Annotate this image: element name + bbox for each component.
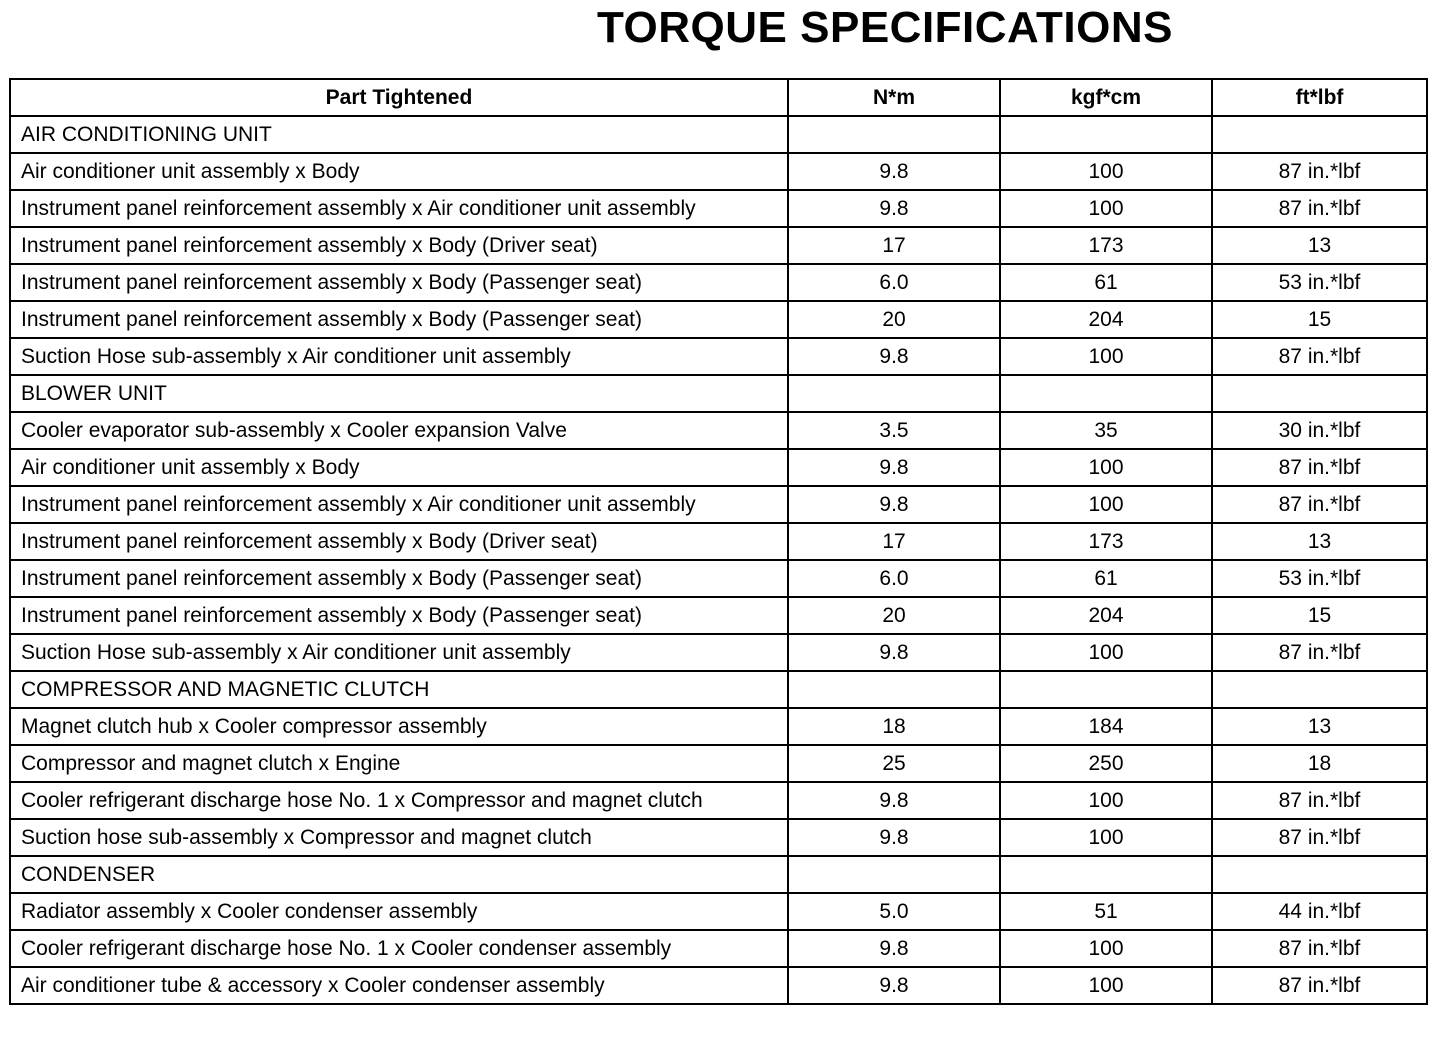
nm-value-cell: 18 [788, 708, 1000, 745]
part-tightened-cell: Air conditioner unit assembly x Body [10, 449, 788, 486]
ft-lbf-value-cell: 15 [1212, 597, 1427, 634]
ft-lbf-value-cell [1212, 116, 1427, 153]
ft-lbf-value-cell: 18 [1212, 745, 1427, 782]
kgf-cm-value-cell: 100 [1000, 634, 1212, 671]
ft-lbf-value-cell: 87 in.*lbf [1212, 486, 1427, 523]
kgf-cm-value-cell: 51 [1000, 893, 1212, 930]
table-row [10, 190, 1427, 227]
part-tightened-cell: Instrument panel reinforcement assembly x Body (Driver seat) [10, 227, 788, 264]
table-row [10, 264, 1427, 301]
ft-lbf-value-cell: 13 [1212, 708, 1427, 745]
nm-value-cell: 9.8 [788, 338, 1000, 375]
table-row [10, 782, 1427, 819]
nm-value-cell: 9.8 [788, 190, 1000, 227]
table-row [10, 819, 1427, 856]
ft-lbf-value-cell: 87 in.*lbf [1212, 153, 1427, 190]
section-title: CONDENSER [10, 856, 788, 893]
table-header-row [10, 79, 1427, 116]
ft-lbf-value-cell: 15 [1212, 301, 1427, 338]
nm-value-cell [788, 375, 1000, 412]
part-tightened-cell: Cooler refrigerant discharge hose No. 1 x Cooler condenser assembly [10, 930, 788, 967]
table-row [10, 153, 1427, 190]
kgf-cm-value-cell [1000, 375, 1212, 412]
section-header-row [10, 856, 1427, 893]
nm-value-cell: 25 [788, 745, 1000, 782]
nm-value-cell: 17 [788, 227, 1000, 264]
part-tightened-cell: Magnet clutch hub x Cooler compressor assembly [10, 708, 788, 745]
ft-lbf-value-cell: 53 in.*lbf [1212, 264, 1427, 301]
table-row [10, 560, 1427, 597]
section-title: COMPRESSOR AND MAGNETIC CLUTCH [10, 671, 788, 708]
nm-value-cell: 9.8 [788, 449, 1000, 486]
kgf-cm-value-cell: 100 [1000, 153, 1212, 190]
kgf-cm-value-cell: 100 [1000, 819, 1212, 856]
part-tightened-cell: Cooler evaporator sub-assembly x Cooler expansion Valve [10, 412, 788, 449]
table-row [10, 412, 1427, 449]
table-body [10, 116, 1427, 1004]
nm-value-cell [788, 116, 1000, 153]
ft-lbf-value-cell: 87 in.*lbf [1212, 338, 1427, 375]
column-header-part: Part Tightened [10, 79, 788, 116]
kgf-cm-value-cell [1000, 856, 1212, 893]
nm-value-cell: 9.8 [788, 486, 1000, 523]
part-tightened-cell: Air conditioner tube & accessory x Cooler condenser assembly [10, 967, 788, 1004]
kgf-cm-value-cell: 184 [1000, 708, 1212, 745]
ft-lbf-value-cell: 87 in.*lbf [1212, 819, 1427, 856]
table-row [10, 301, 1427, 338]
part-tightened-cell: Instrument panel reinforcement assembly x Body (Passenger seat) [10, 560, 788, 597]
kgf-cm-value-cell: 100 [1000, 190, 1212, 227]
kgf-cm-value-cell: 61 [1000, 264, 1212, 301]
kgf-cm-value-cell: 61 [1000, 560, 1212, 597]
nm-value-cell: 20 [788, 301, 1000, 338]
kgf-cm-value-cell: 100 [1000, 449, 1212, 486]
torque-spec-table [9, 78, 1428, 1005]
part-tightened-cell: Instrument panel reinforcement assembly x Body (Passenger seat) [10, 597, 788, 634]
table-row [10, 486, 1427, 523]
ft-lbf-value-cell: 13 [1212, 227, 1427, 264]
nm-value-cell: 9.8 [788, 930, 1000, 967]
table-row [10, 930, 1427, 967]
part-tightened-cell: Suction Hose sub-assembly x Air conditioner unit assembly [10, 634, 788, 671]
ft-lbf-value-cell [1212, 375, 1427, 412]
part-tightened-cell: Instrument panel reinforcement assembly x Body (Passenger seat) [10, 301, 788, 338]
nm-value-cell [788, 671, 1000, 708]
nm-value-cell: 20 [788, 597, 1000, 634]
table-row [10, 227, 1427, 264]
kgf-cm-value-cell: 100 [1000, 930, 1212, 967]
kgf-cm-value-cell: 100 [1000, 486, 1212, 523]
section-header-row [10, 671, 1427, 708]
part-tightened-cell: Radiator assembly x Cooler condenser assembly [10, 893, 788, 930]
ft-lbf-value-cell: 87 in.*lbf [1212, 782, 1427, 819]
part-tightened-cell: Suction hose sub-assembly x Compressor and magnet clutch [10, 819, 788, 856]
section-title: AIR CONDITIONING UNIT [10, 116, 788, 153]
nm-value-cell: 9.8 [788, 634, 1000, 671]
kgf-cm-value-cell: 173 [1000, 523, 1212, 560]
table-row [10, 634, 1427, 671]
nm-value-cell: 9.8 [788, 153, 1000, 190]
part-tightened-cell: Suction Hose sub-assembly x Air conditioner unit assembly [10, 338, 788, 375]
table-row [10, 597, 1427, 634]
ft-lbf-value-cell: 30 in.*lbf [1212, 412, 1427, 449]
page-title: TORQUE SPECIFICATIONS [596, 3, 1174, 52]
ft-lbf-value-cell: 53 in.*lbf [1212, 560, 1427, 597]
kgf-cm-value-cell: 100 [1000, 967, 1212, 1004]
nm-value-cell: 6.0 [788, 560, 1000, 597]
kgf-cm-value-cell: 35 [1000, 412, 1212, 449]
kgf-cm-value-cell [1000, 116, 1212, 153]
table-row [10, 967, 1427, 1004]
nm-value-cell: 17 [788, 523, 1000, 560]
nm-value-cell: 9.8 [788, 967, 1000, 1004]
kgf-cm-value-cell: 100 [1000, 338, 1212, 375]
column-header-ft: ft*lbf [1212, 79, 1427, 116]
column-header-kgf: kgf*cm [1000, 79, 1212, 116]
ft-lbf-value-cell [1212, 856, 1427, 893]
ft-lbf-value-cell: 44 in.*lbf [1212, 893, 1427, 930]
nm-value-cell: 6.0 [788, 264, 1000, 301]
kgf-cm-value-cell: 250 [1000, 745, 1212, 782]
kgf-cm-value-cell: 204 [1000, 301, 1212, 338]
ft-lbf-value-cell [1212, 671, 1427, 708]
ft-lbf-value-cell: 87 in.*lbf [1212, 190, 1427, 227]
ft-lbf-value-cell: 13 [1212, 523, 1427, 560]
kgf-cm-value-cell: 100 [1000, 782, 1212, 819]
column-header-nm: N*m [788, 79, 1000, 116]
ft-lbf-value-cell: 87 in.*lbf [1212, 967, 1427, 1004]
part-tightened-cell: Instrument panel reinforcement assembly x Body (Driver seat) [10, 523, 788, 560]
table-row [10, 449, 1427, 486]
kgf-cm-value-cell [1000, 671, 1212, 708]
table-row [10, 523, 1427, 560]
ft-lbf-value-cell: 87 in.*lbf [1212, 930, 1427, 967]
nm-value-cell [788, 856, 1000, 893]
nm-value-cell: 5.0 [788, 893, 1000, 930]
nm-value-cell: 9.8 [788, 782, 1000, 819]
section-header-row [10, 375, 1427, 412]
part-tightened-cell: Instrument panel reinforcement assembly x Air conditioner unit assembly [10, 486, 788, 523]
table-row [10, 893, 1427, 930]
kgf-cm-value-cell: 204 [1000, 597, 1212, 634]
table-row [10, 745, 1427, 782]
table-row [10, 338, 1427, 375]
section-title: BLOWER UNIT [10, 375, 788, 412]
table-row [10, 708, 1427, 745]
kgf-cm-value-cell: 173 [1000, 227, 1212, 264]
part-tightened-cell: Compressor and magnet clutch x Engine [10, 745, 788, 782]
nm-value-cell: 3.5 [788, 412, 1000, 449]
ft-lbf-value-cell: 87 in.*lbf [1212, 634, 1427, 671]
part-tightened-cell: Instrument panel reinforcement assembly x Air conditioner unit assembly [10, 190, 788, 227]
part-tightened-cell: Air conditioner unit assembly x Body [10, 153, 788, 190]
ft-lbf-value-cell: 87 in.*lbf [1212, 449, 1427, 486]
part-tightened-cell: Instrument panel reinforcement assembly x Body (Passenger seat) [10, 264, 788, 301]
part-tightened-cell: Cooler refrigerant discharge hose No. 1 x Compressor and magnet clutch [10, 782, 788, 819]
nm-value-cell: 9.8 [788, 819, 1000, 856]
section-header-row [10, 116, 1427, 153]
